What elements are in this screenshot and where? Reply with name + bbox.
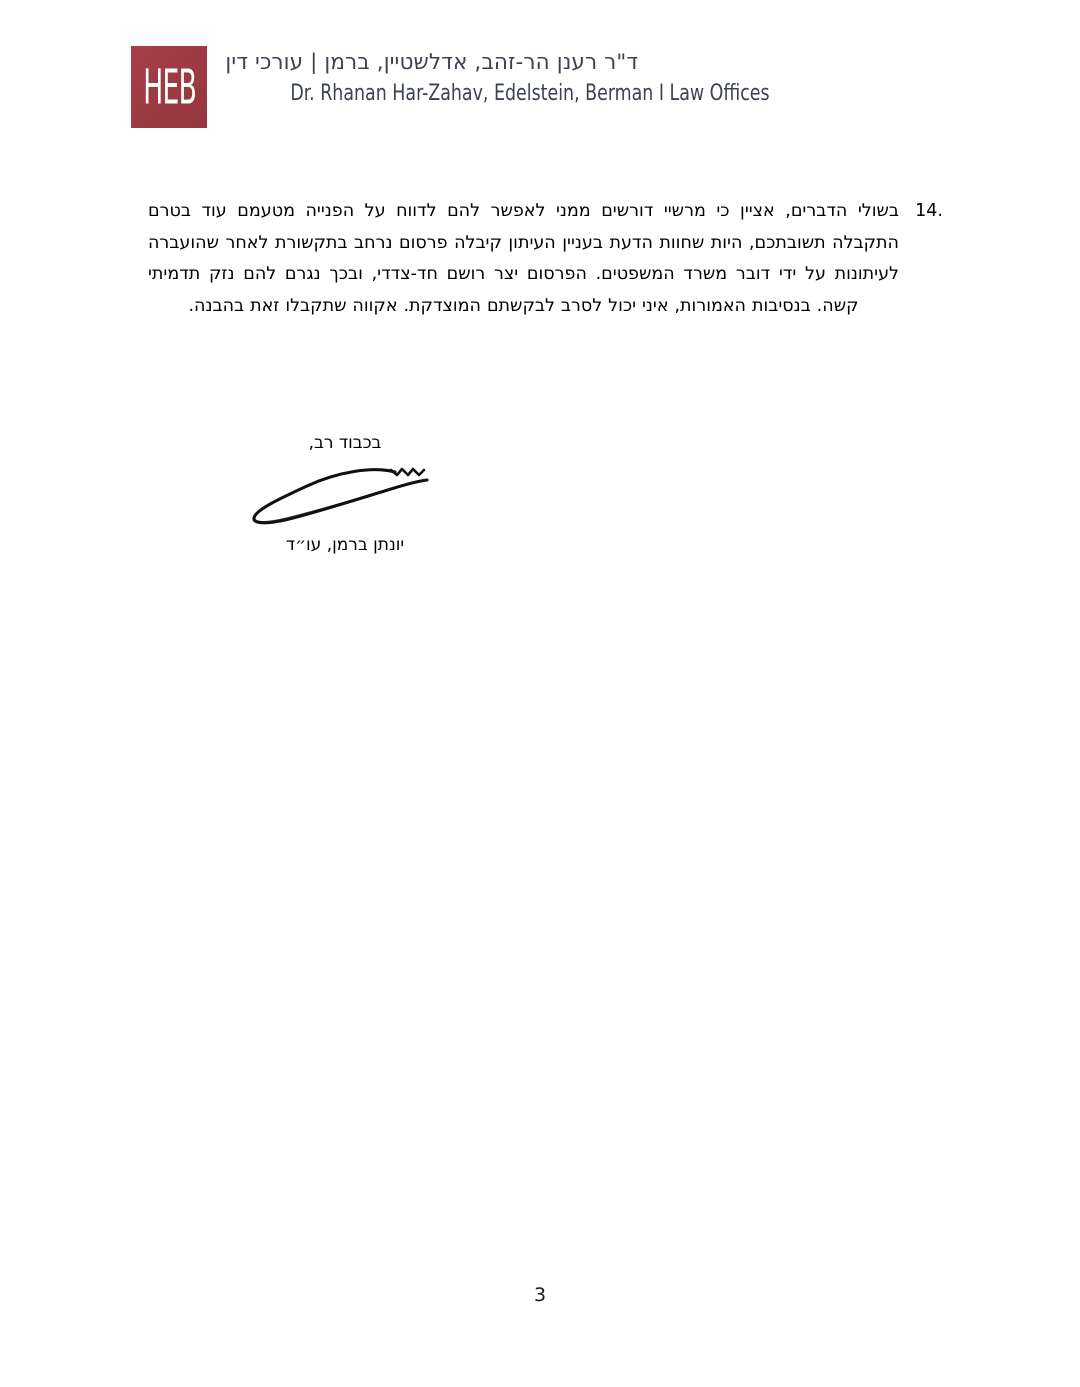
- logo-text: HEB: [143, 58, 196, 115]
- list-marker: 14.: [915, 201, 943, 221]
- firm-name-hebrew: ד"ר רענן הר-זהב, אדלשטיין, ברמן | עורכי דין: [225, 50, 639, 75]
- paragraph-text: בשולי הדברים, אציין כי מרשיי דורשים ממני לאפשר להם לדווח על הפנייה מטעמם עוד בטרם התקבלה תשובתכם, היות שחוות הדעת בעניין העיתון קיבלה פרסום נרחב בתקשורת לאחר שהועברה לעיתונות על ידי דובר משרד המשפטים. הפרסום יצר רושם חד-צדדי, ובכך נגרם להם נזק תדמיתי קשה. בנסיבות האמורות, איני יכול לסרב לבקשתם המוצדקת. אקווה שתקבלו זאת בהבנה.: [148, 201, 899, 316]
- signature-block: [215, 430, 475, 558]
- signer-name: יונתן ברמן, עו״ד: [285, 535, 405, 555]
- letterhead: [0, 42, 1080, 142]
- letter-body: [148, 196, 943, 322]
- page-number: 3: [533, 1284, 547, 1306]
- heb-logo-icon: [131, 46, 207, 128]
- letterhead-content: [131, 42, 770, 128]
- firm-name-group: [225, 42, 770, 108]
- closing-salutation: בכבוד רב,: [308, 433, 382, 453]
- firm-name-english: Dr. Rhanan Har-Zahav, Edelstein, Berman I Law Offices: [290, 81, 770, 106]
- numbered-paragraph-14: [148, 196, 943, 322]
- handwritten-signature-icon: [245, 460, 445, 530]
